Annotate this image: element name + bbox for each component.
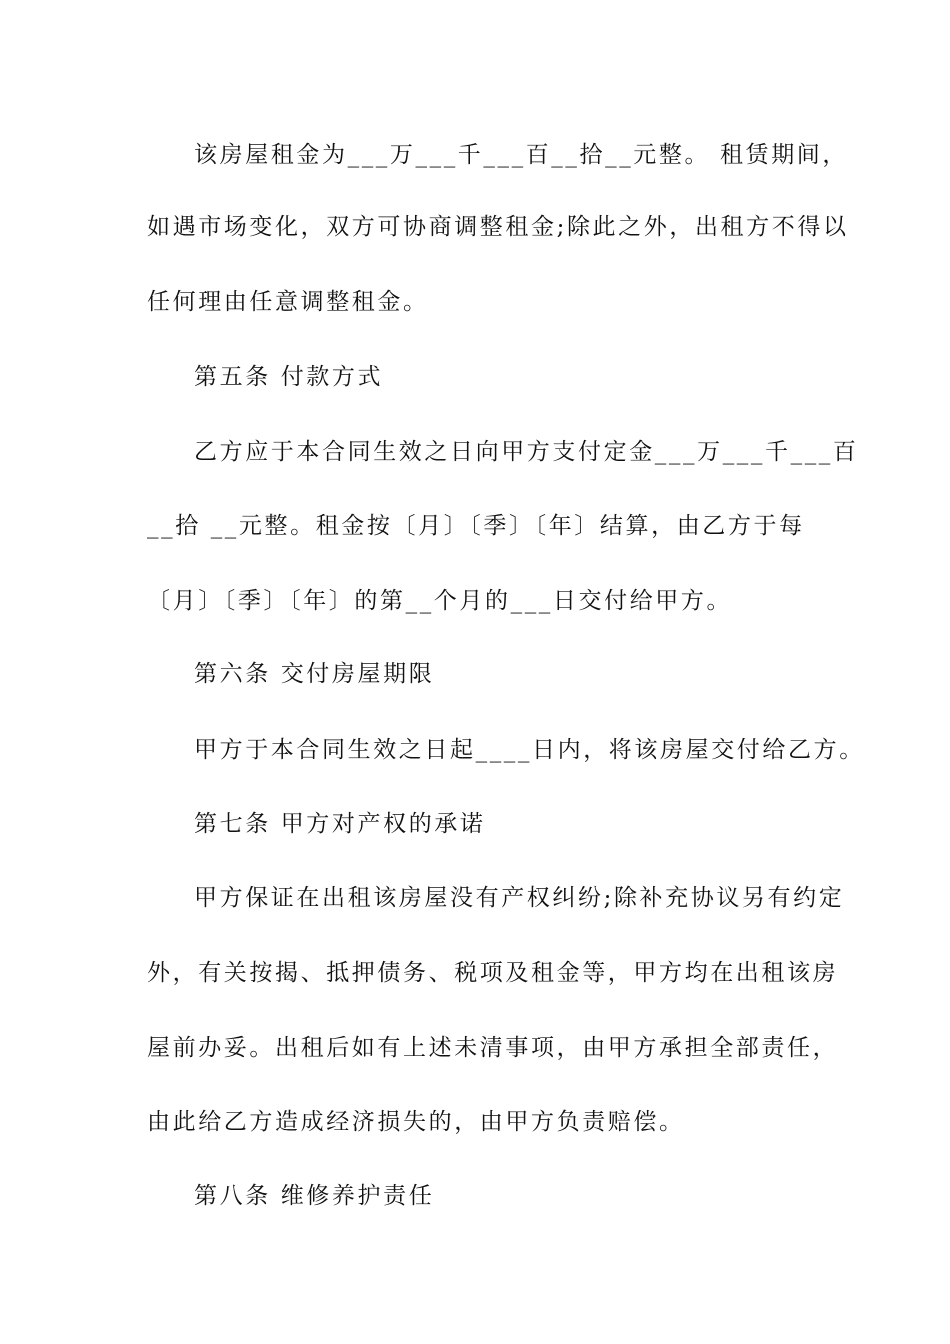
paragraph-rent-amount-line-1: 该房屋租金为___万___千___百__拾__元整。 租赁期间，	[194, 142, 849, 168]
paragraph-title-promise-line-3: 屋前办妥。出租后如有上述未清事项，由甲方承担全部责任，	[147, 1035, 839, 1061]
heading-article-8: 第八条 维修养护责任	[194, 1183, 435, 1209]
paragraph-title-promise-line-1: 甲方保证在出租该房屋没有产权纠纷;除补充协议另有约定	[194, 885, 845, 911]
paragraph-title-promise-line-2: 外，有关按揭、抵押债务、税项及租金等，甲方均在出租该房	[147, 960, 839, 986]
heading-article-7: 第七条 甲方对产权的承诺	[194, 811, 486, 837]
paragraph-rent-amount-line-3: 任何理由任意调整租金。	[147, 289, 429, 315]
heading-article-5: 第五条 付款方式	[194, 364, 384, 390]
paragraph-payment-line-2: __拾 __元整。租金按〔月〕〔季〕〔年〕结算，由乙方于每	[147, 513, 805, 539]
paragraph-rent-amount-line-2: 如遇市场变化，双方可协商调整租金;除此之外，出租方不得以	[147, 214, 849, 240]
heading-article-6: 第六条 交付房屋期限	[194, 661, 435, 687]
paragraph-payment-line-1: 乙方应于本合同生效之日向甲方支付定金___万___千___百	[194, 439, 859, 465]
paragraph-title-promise-line-4: 由此给乙方造成经济损失的，由甲方负责赔偿。	[147, 1109, 685, 1135]
paragraph-delivery-line-1: 甲方于本合同生效之日起____日内，将该房屋交付给乙方。	[194, 737, 865, 763]
paragraph-payment-line-3: 〔月〕〔季〕〔年〕的第__个月的___日交付给甲方。	[147, 588, 733, 614]
